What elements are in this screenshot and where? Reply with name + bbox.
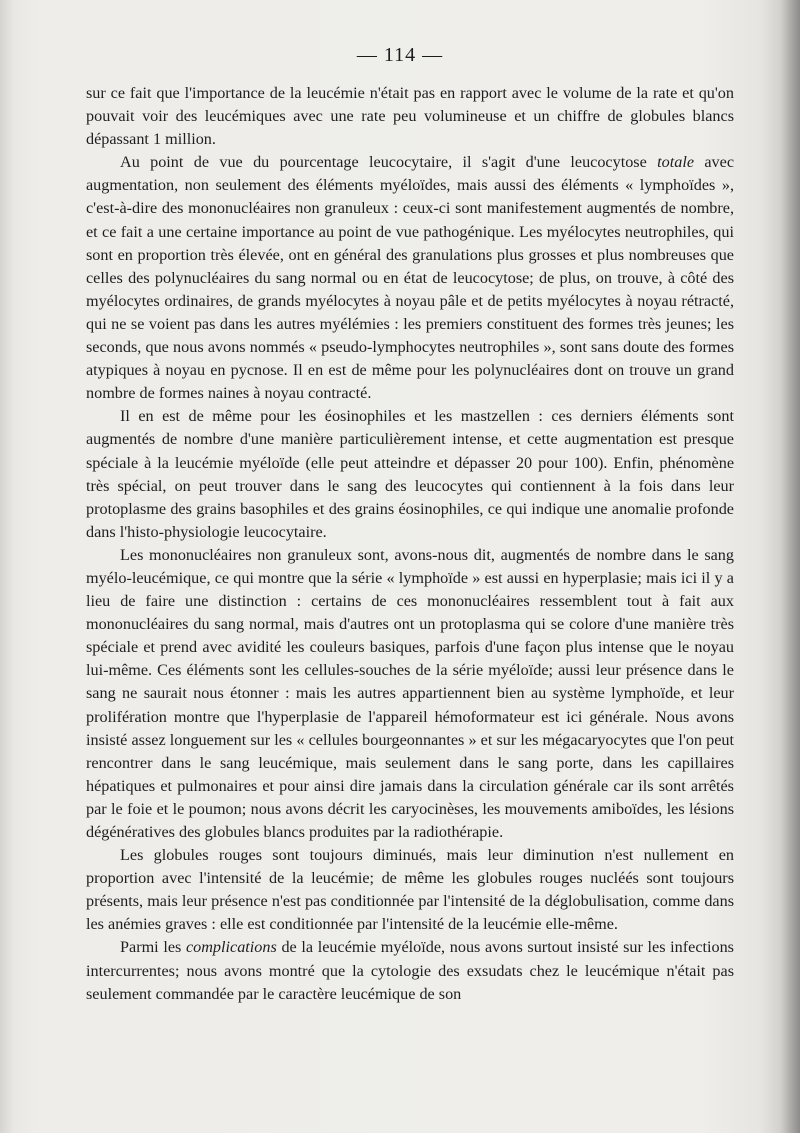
paragraph-leucocytose-start: Au point de vue du pourcentage leucocytaire, il s'agit d'une leucocytose bbox=[120, 153, 658, 172]
emphasis-totale: totale bbox=[657, 153, 695, 172]
paragraph-complications-end: de la leucémie myéloïde, nous avons surtout insisté sur les infections intercurrentes; nous avons montré que la cytologie des exsudats chez le leucémique n'était pas seulement commandée par le caractère leucémique de son bbox=[86, 938, 734, 1003]
body-text bbox=[86, 82, 734, 1006]
paragraph-complications-start: Parmi les bbox=[120, 938, 186, 957]
emphasis-complications: complications bbox=[185, 938, 277, 957]
paragraph-globules-rouges: Les globules rouges sont toujours diminués, mais leur diminution n'est nullement en proportion avec l'intensité de la leucémie; de même les globules rouges nucléés sont toujours présents, mais leur présence n'est pas conditionnée par l'intensité de la déglobulisation, comme dans les anémies graves : elle est conditionnée par l'intensité de la leucémie elle-même. bbox=[86, 846, 734, 934]
paragraph-continuation: sur ce fait que l'importance de la leucémie n'était pas en rapport avec le volume de la rate et qu'on pouvait voir des leucémiques avec une rate peu volumineuse et un chiffre de globules blancs dépassant 1 million. bbox=[86, 84, 734, 149]
paragraph-eosinophiles: Il en est de même pour les éosinophiles et les mastzellen : ces derniers éléments sont augmentés de nombre d'une manière particulièrement intense, et cette augmentation est presque spéciale à la leucémie myéloïde (elle peut atteindre et dépasser 20 pour 100). Enfin, phénomène très spécial, on peut trouver dans le sang des leucocytes qui contiennent à la fois dans leur protoplasme des grains basophiles et des grains éosinophiles, ce qui indique une anomalie profonde dans l'histo-physiologie leucocytaire. bbox=[86, 407, 734, 541]
paragraph-complications bbox=[86, 936, 734, 1005]
paragraph-leucocytose bbox=[86, 151, 734, 405]
page-number: — 114 — bbox=[356, 44, 444, 66]
paragraph-leucocytose-end: avec augmentation, non seulement des éléments myéloïdes, mais aussi des éléments « lymphoïdes », c'est-à-dire des mononucléaires non granuleux : ceux-ci sont manifestement augmentés de nombre, et ce fait a une certaine importance au point de vue pathogénique. Les myélocytes neutrophiles, qui sont en proportion très élevée, ont en général des granulations plus grosses et plus nombreuses que celles des polynucléaires du sang normal ou en état de leucocytose; de plus, on trouve, à côté des myélocytes ordinaires, de grands myélocytes à noyau pâle et de petits myélocytes à noyau rétracté, qui ne se voient pas dans les autres myélémies : les premiers constituent des formes très jeunes; les seconds, que nous avons nommés « pseudo-lymphocytes neutrophiles », sont sans doute des formes atypiques à noyau en pycnose. Il en est de même pour les polynucléaires dont on trouve un grand nombre de formes naines à noyau contracté. bbox=[86, 153, 735, 403]
paragraph-mononucleaires: Les mononucléaires non granuleux sont, avons-nous dit, augmentés de nombre dans le sang myélo-leucémique, ce qui montre que la série « lymphoïde » est aussi en hyperplasie; mais ici il y a lieu de faire une distinction : certains de ces mononucléaires ressemblent tout à fait aux mononucléaires du sang normal, mais d'autres ont un protoplasma qui se colore d'une manière très spéciale et prend avec avidité les couleurs basiques, parfois d'une façon plus intense que le noyau lui-même. Ces éléments sont les cellules-souches de la série myéloïde; aussi leur présence dans le sang ne saurait nous étonner : mais les autres appartiennent bien au système lymphoïde, et leur prolifération montre que l'hyperplasie de l'appareil hémoformateur est ici générale. Nous avons insisté assez longuement sur les « cellules bourgeonnantes » et sur les mégacaryocytes que l'on peut rencontrer dans le sang leucémique, mais seulement dans le sang porte, dans les capillaires hépatiques et pulmonaires et pour ainsi dire jamais dans la circulation générale car ils sont arrêtés par le foie et le poumon; nous avons décrit les caryocinèses, les mouvements amiboïdes, les lésions dégénératives des globules blancs produites par la radiothérapie. bbox=[86, 545, 734, 841]
